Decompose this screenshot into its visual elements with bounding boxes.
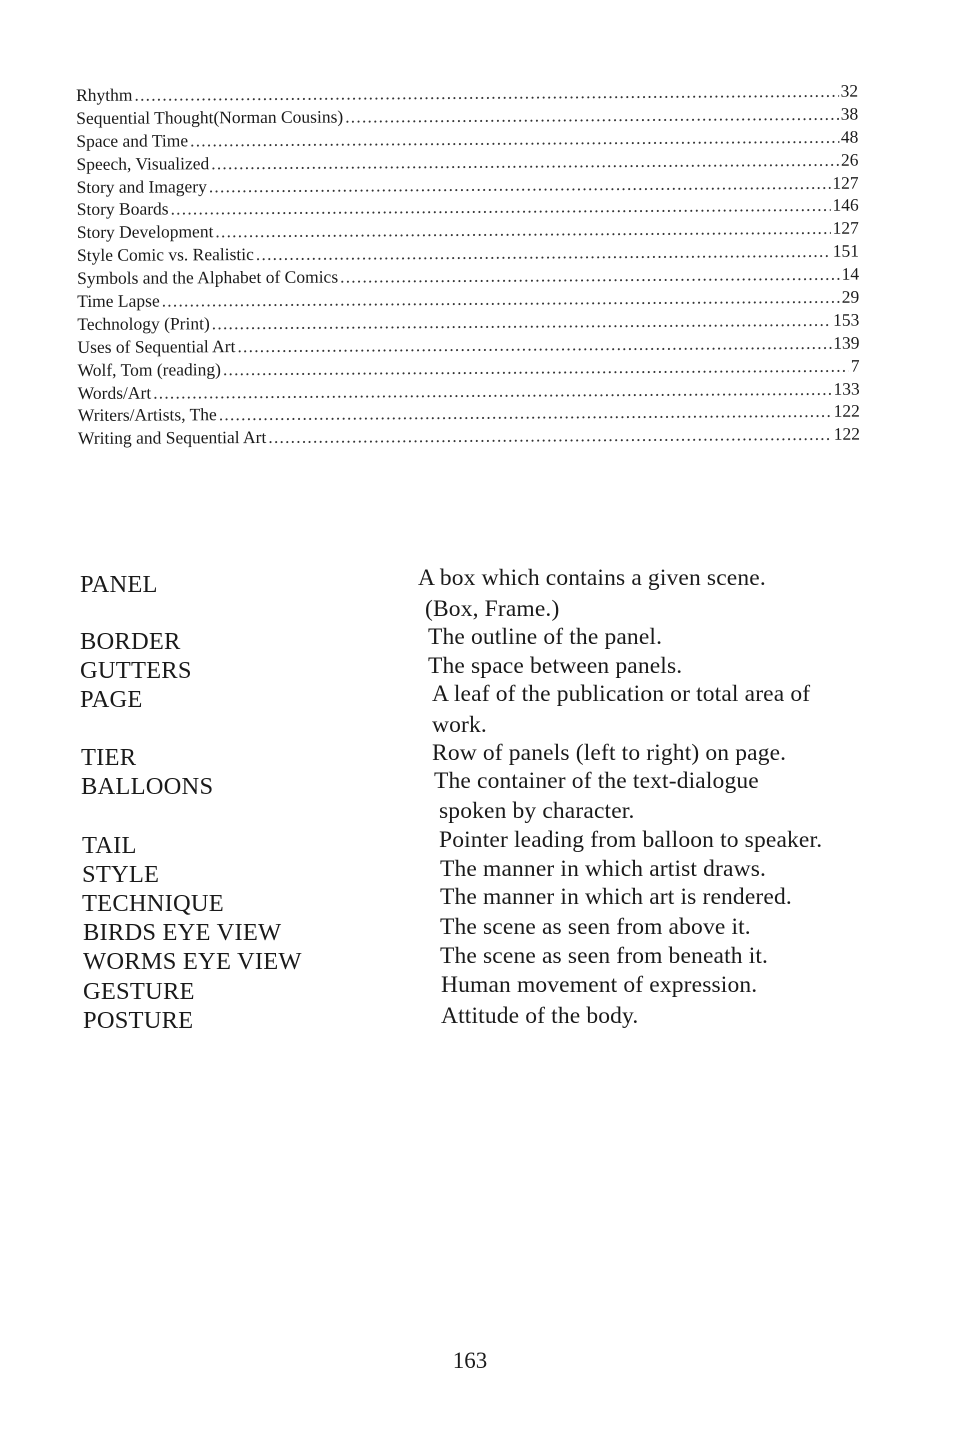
index-entry-page: 127 [832, 217, 859, 239]
index-entry-label: Time Lapse [77, 290, 160, 312]
index-entry-page: 7 [850, 355, 860, 376]
index-entry-page: 29 [841, 286, 860, 307]
index-entry-label: Writing and Sequential Art [77, 427, 267, 449]
index-entry-page: 139 [833, 332, 860, 353]
index-entry-page: 38 [840, 103, 859, 124]
glossary-term: TIER [81, 744, 137, 771]
glossary-definition-line: The scene as seen from beneath it. [440, 943, 769, 969]
glossary-definition-line: Row of panels (left to right) on page. [432, 740, 787, 766]
index-entry-label: Symbols and the Alphabet of Comics [77, 266, 339, 289]
glossary-term: BALLOONS [81, 773, 214, 800]
glossary-definition-line: (Box, Frame.) [425, 596, 560, 622]
index-entry-page: 146 [832, 195, 859, 216]
page-number: 163 [452, 1348, 488, 1373]
glossary-term: POSTURE [83, 1007, 194, 1034]
glossary-term: GUTTERS [80, 657, 192, 684]
glossary-term: BIRDS EYE VIEW [83, 919, 282, 946]
glossary-definition-line: The scene as seen from above it. [440, 914, 751, 940]
index-entry-label: Space and Time [76, 130, 189, 151]
index-entry-page: 153 [833, 309, 860, 330]
glossary-definition-line: spoken by character. [439, 798, 635, 824]
glossary-term: GESTURE [83, 978, 195, 1005]
index-entry-page: 122 [833, 401, 860, 422]
glossary-term: TECHNIQUE [82, 890, 224, 917]
index-entry-label: Writers/Artists, The [77, 404, 217, 426]
glossary-definition-line: A leaf of the publication or total area of [432, 681, 811, 707]
glossary-definition-line: The space between panels. [428, 653, 683, 679]
index-entry-page: 14 [841, 263, 860, 284]
glossary-definition-line: work. [432, 712, 487, 738]
index-entry-label: Speech, Visualized [76, 152, 210, 174]
glossary-definition-line: The outline of the panel. [428, 624, 663, 650]
index-entry-label: Story Boards [76, 198, 169, 220]
glossary-definition-line: The manner in which art is rendered. [440, 884, 792, 910]
index-entry-label: Sequential Thought(Norman Cousins) [76, 106, 344, 128]
glossary-term: STYLE [82, 861, 160, 888]
index-entry-label: Story and Imagery [76, 175, 207, 197]
glossary-term: BORDER [80, 628, 181, 655]
index-entry-page: 151 [832, 240, 859, 262]
index-entry-page: 122 [833, 423, 861, 445]
glossary-definition-line: Attitude of the body. [441, 1003, 639, 1029]
glossary-definition-line: A box which contains a given scene. [418, 565, 766, 591]
index-entry-label: Wolf, Tom (reading) [77, 358, 221, 380]
glossary-definition-line: Human movement of expression. [441, 972, 758, 998]
index-entry-label: Words/Art [77, 382, 152, 403]
index-entry-page: 48 [840, 126, 859, 147]
index-entry-page: 32 [840, 80, 859, 101]
index-entry-page: 127 [832, 172, 859, 193]
glossary-term: TAIL [82, 832, 137, 859]
index-entry-page: 26 [840, 149, 859, 170]
glossary-definition-line: The container of the text-dialogue [434, 768, 759, 794]
index-entry-page: 133 [833, 378, 860, 399]
index-entry-label: Rhythm [76, 84, 133, 105]
glossary-definition-line: Pointer leading from balloon to speaker. [439, 827, 823, 853]
glossary-term: WORMS EYE VIEW [83, 948, 302, 975]
index-entry-label: Style Comic vs. Realistic [76, 244, 254, 266]
index-entry-label: Story Development [76, 221, 214, 243]
index-entry-label: Uses of Sequential Art [77, 335, 236, 357]
glossary-term: PAGE [80, 686, 143, 713]
index-entry-label: Technology (Print) [77, 313, 210, 334]
glossary-definition-line: The manner in which artist draws. [440, 856, 767, 882]
glossary-term: PANEL [80, 571, 158, 598]
